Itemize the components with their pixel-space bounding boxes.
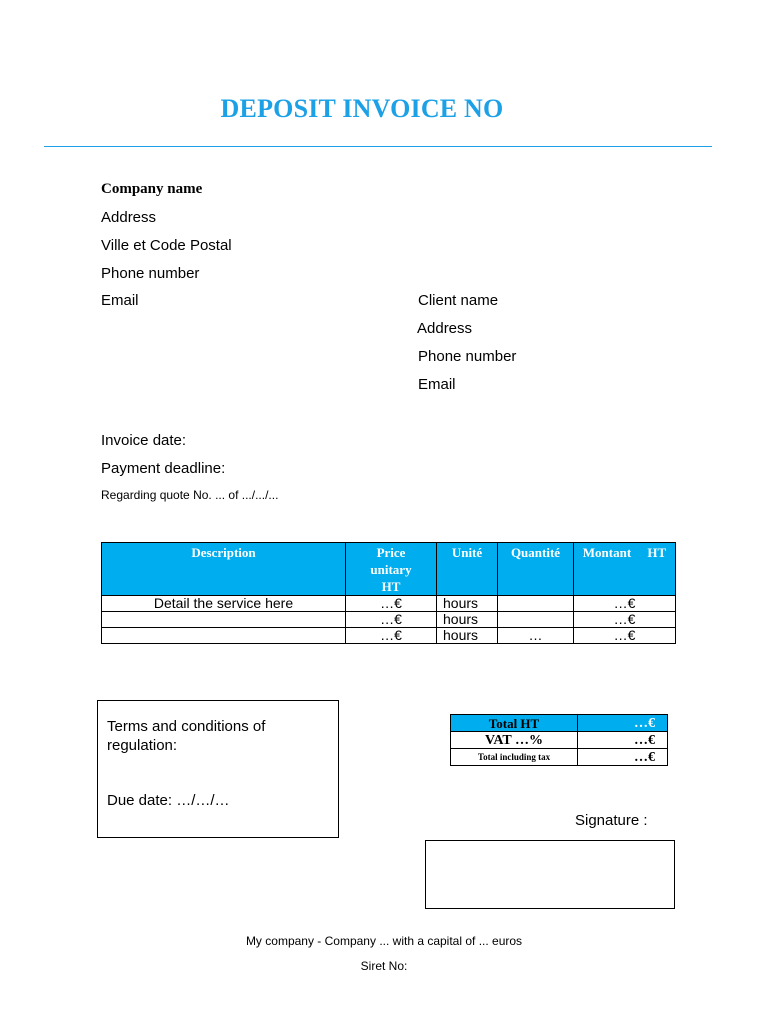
items-header-row <box>102 543 676 596</box>
terms-box <box>97 700 339 838</box>
due-date: Due date: …/…/… <box>107 792 230 809</box>
table-row <box>102 628 676 644</box>
cell-quantity <box>498 612 574 628</box>
company-address: Address <box>101 209 157 226</box>
client-address: Address <box>417 320 473 337</box>
total-ttc-label: Total including tax <box>451 749 578 766</box>
total-ht-value: …€ <box>578 715 668 732</box>
cell-amount: …€ <box>574 612 676 628</box>
company-city: Ville et Code Postal <box>101 237 232 254</box>
quote-reference: Regarding quote No. ... of .../.../... <box>101 488 279 502</box>
invoice-date-label: Invoice date: <box>101 432 187 449</box>
header-description: Description <box>102 543 346 596</box>
cell-price: …€ <box>346 628 437 644</box>
cell-unit: hours <box>437 596 498 612</box>
cell-amount: …€ <box>574 596 676 612</box>
invoice-title: DEPOSIT INVOICE NO <box>220 94 504 123</box>
table-row <box>102 596 676 612</box>
company-email: Email <box>101 292 139 309</box>
cell-price: …€ <box>346 596 437 612</box>
client-name: Client name <box>418 292 499 309</box>
payment-deadline-label: Payment deadline: <box>101 460 226 477</box>
header-quantity: Quantité <box>498 543 574 596</box>
cell-quantity <box>498 596 574 612</box>
items-table <box>101 542 676 644</box>
title-divider <box>44 146 712 147</box>
vat-value: …€ <box>578 732 668 749</box>
table-row <box>102 612 676 628</box>
cell-unit: hours <box>437 612 498 628</box>
cell-description: Detail the service here <box>102 596 346 612</box>
client-email: Email <box>418 376 456 393</box>
totals-row <box>451 749 668 766</box>
signature-box[interactable] <box>425 840 675 909</box>
footer-company-info: My company - Company ... with a capital of ... euros <box>245 934 523 948</box>
terms-text: Terms and conditions of regulation: <box>107 718 266 754</box>
cell-price: …€ <box>346 612 437 628</box>
signature-label: Signature : <box>575 812 648 829</box>
totals-row <box>451 732 668 749</box>
totals-row <box>451 715 668 732</box>
cell-quantity: … <box>498 628 574 644</box>
cell-description <box>102 612 346 628</box>
header-unit: Unité <box>437 543 498 596</box>
cell-amount: …€ <box>574 628 676 644</box>
company-phone: Phone number <box>101 265 200 282</box>
header-price-unitary: Price unitary HT <box>346 543 437 596</box>
cell-description <box>102 628 346 644</box>
vat-label: VAT …% <box>451 732 578 749</box>
total-ht-label: Total HT <box>451 715 578 732</box>
cell-unit: hours <box>437 628 498 644</box>
total-ttc-value: …€ <box>578 749 668 766</box>
header-amount: Montant HT <box>574 543 676 596</box>
client-phone: Phone number <box>418 348 517 365</box>
totals-table <box>450 714 668 766</box>
company-name: Company name <box>101 181 203 197</box>
footer-siret: Siret No: <box>360 959 408 973</box>
